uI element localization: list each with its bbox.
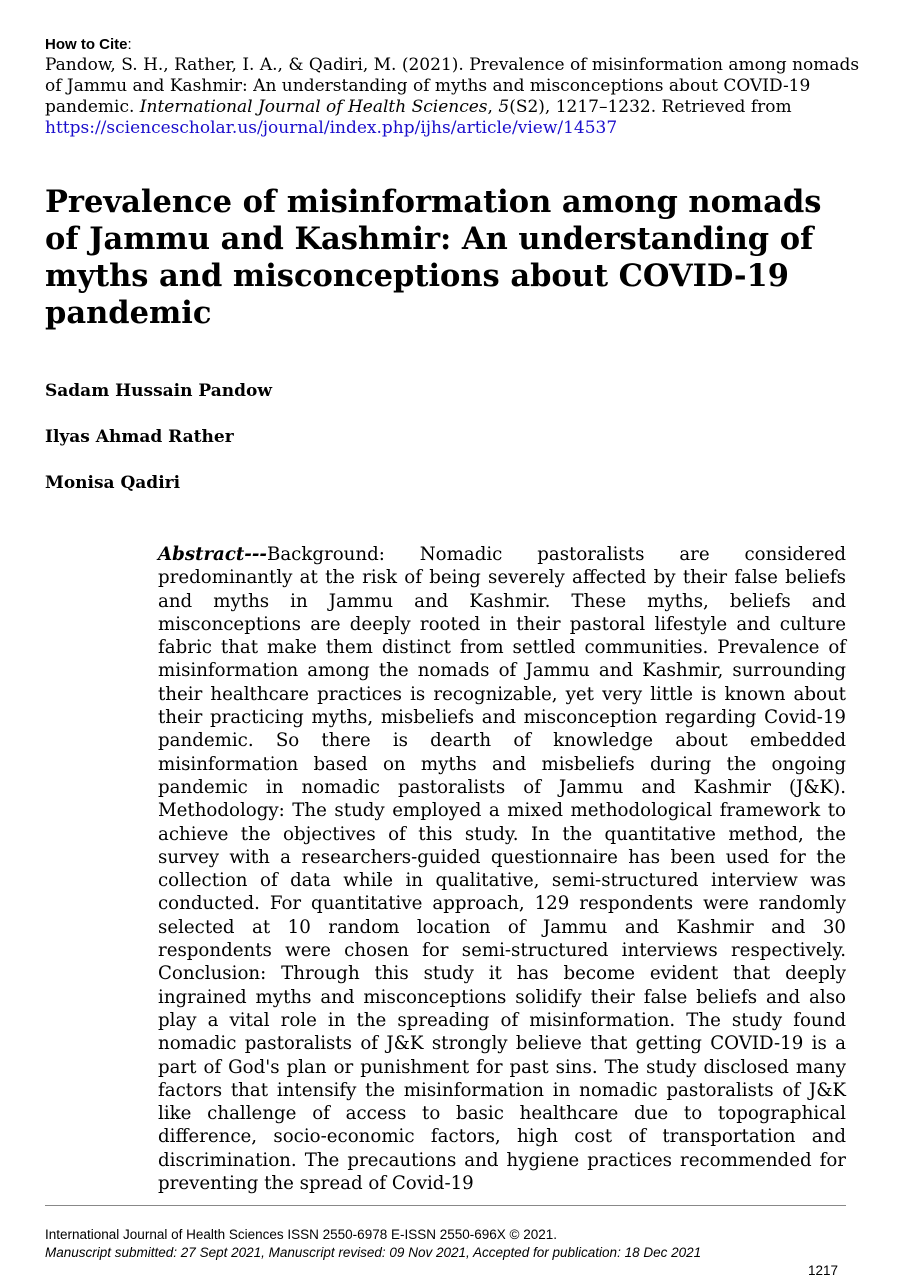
journal-issn-line: International Journal of Health Sciences ISSN 2550-6978 E-ISSN 2550-696X © 2021. [45,1227,558,1242]
citation-text: Pandow, S. H., Rather, I. A., & Qadiri, M. (2021). Prevalence of misinformation among nomads of Jammu and Kashmir: An understanding of myths and misconceptions about COVID-19 pandemic. [45,55,860,117]
page-number: 1217 [808,1263,839,1278]
citation-block [45,34,865,139]
citation-volume: 5 [498,97,510,117]
author-list [45,380,272,518]
abstract-text: Background: Nomadic pastoralists are considered predominantly at the risk of being severely affected by their false beliefs and myths in Jammu and Kashmir. These myths, beliefs and misconceptions are deeply rooted in their pastoral lifestyle and culture fabric that make them distinct from settled communities. Prevalence of misinformation among the nomads of Jammu and Kashmir, surrounding their healthcare practices is recognizable, yet very little is known about their practicing myths, misbeliefs and misconception regarding Covid-19 pandemic. So there is dearth of knowledge about embedded misinformation based on myths and misbeliefs during the ongoing pandemic in nomadic pastoralists of Jammu and Kashmir (J&K). Methodology: The study employed a mixed methodological framework to achieve the objectives of this study. In the quantitative method, the survey with a researchers-guided questionnaire has been used for the collection of data while in qualitative, semi-structured interview was conducted. For quantitative approach, 129 respondents were randomly selected at 10 random location of Jammu and Kashmir and 30 respondents were chosen for semi-structured interviews respectively. Conclusion: Through this study it has become evident that deeply ingrained myths and misconceptions solidify their false beliefs and also play a vital role in the spreading of misinformation. The study found nomadic pastoralists of J&K strongly believe that getting COVID-19 is a part of God's plan or punishment for past sins. The study disclosed many factors that intensify the misinformation in nomadic pastoralists of J&K like challenge of access to basic healthcare due to topographical difference, socio-economic factors, high cost of transportation and discrimination. The precautions and hygiene practices recommended for preventing the spread of Covid-19 [158,544,846,1195]
paper-title: Prevalence of misinformation among nomads of Jammu and Kashmir: An understanding of myths and misconceptions about COVID-19 pandemic [45,184,822,331]
manuscript-dates: Manuscript submitted: 27 Sept 2021, Manuscript revised: 09 Nov 2021, Accepted for publication: 18 Dec 2021 [45,1245,702,1260]
author-name: Ilyas Ahmad Rather [45,427,234,447]
page-footer [45,1226,865,1262]
author-name: Monisa Qadiri [45,473,181,493]
footer-divider [45,1205,846,1206]
citation-journal: International Journal of Health Sciences [139,97,488,117]
citation-link[interactable]: https://sciencescholar.us/journal/index.php/ijhs/article/view/14537 [45,118,618,138]
abstract [158,543,846,1195]
author-name: Sadam Hussain Pandow [45,381,272,401]
citation-colon: : [127,36,132,53]
abstract-label: Abstract--- [158,544,267,565]
citation-separator: , [487,97,499,117]
citation-pages: (S2), 1217–1232. Retrieved from [509,97,792,117]
citation-label: How to Cite [45,36,128,53]
